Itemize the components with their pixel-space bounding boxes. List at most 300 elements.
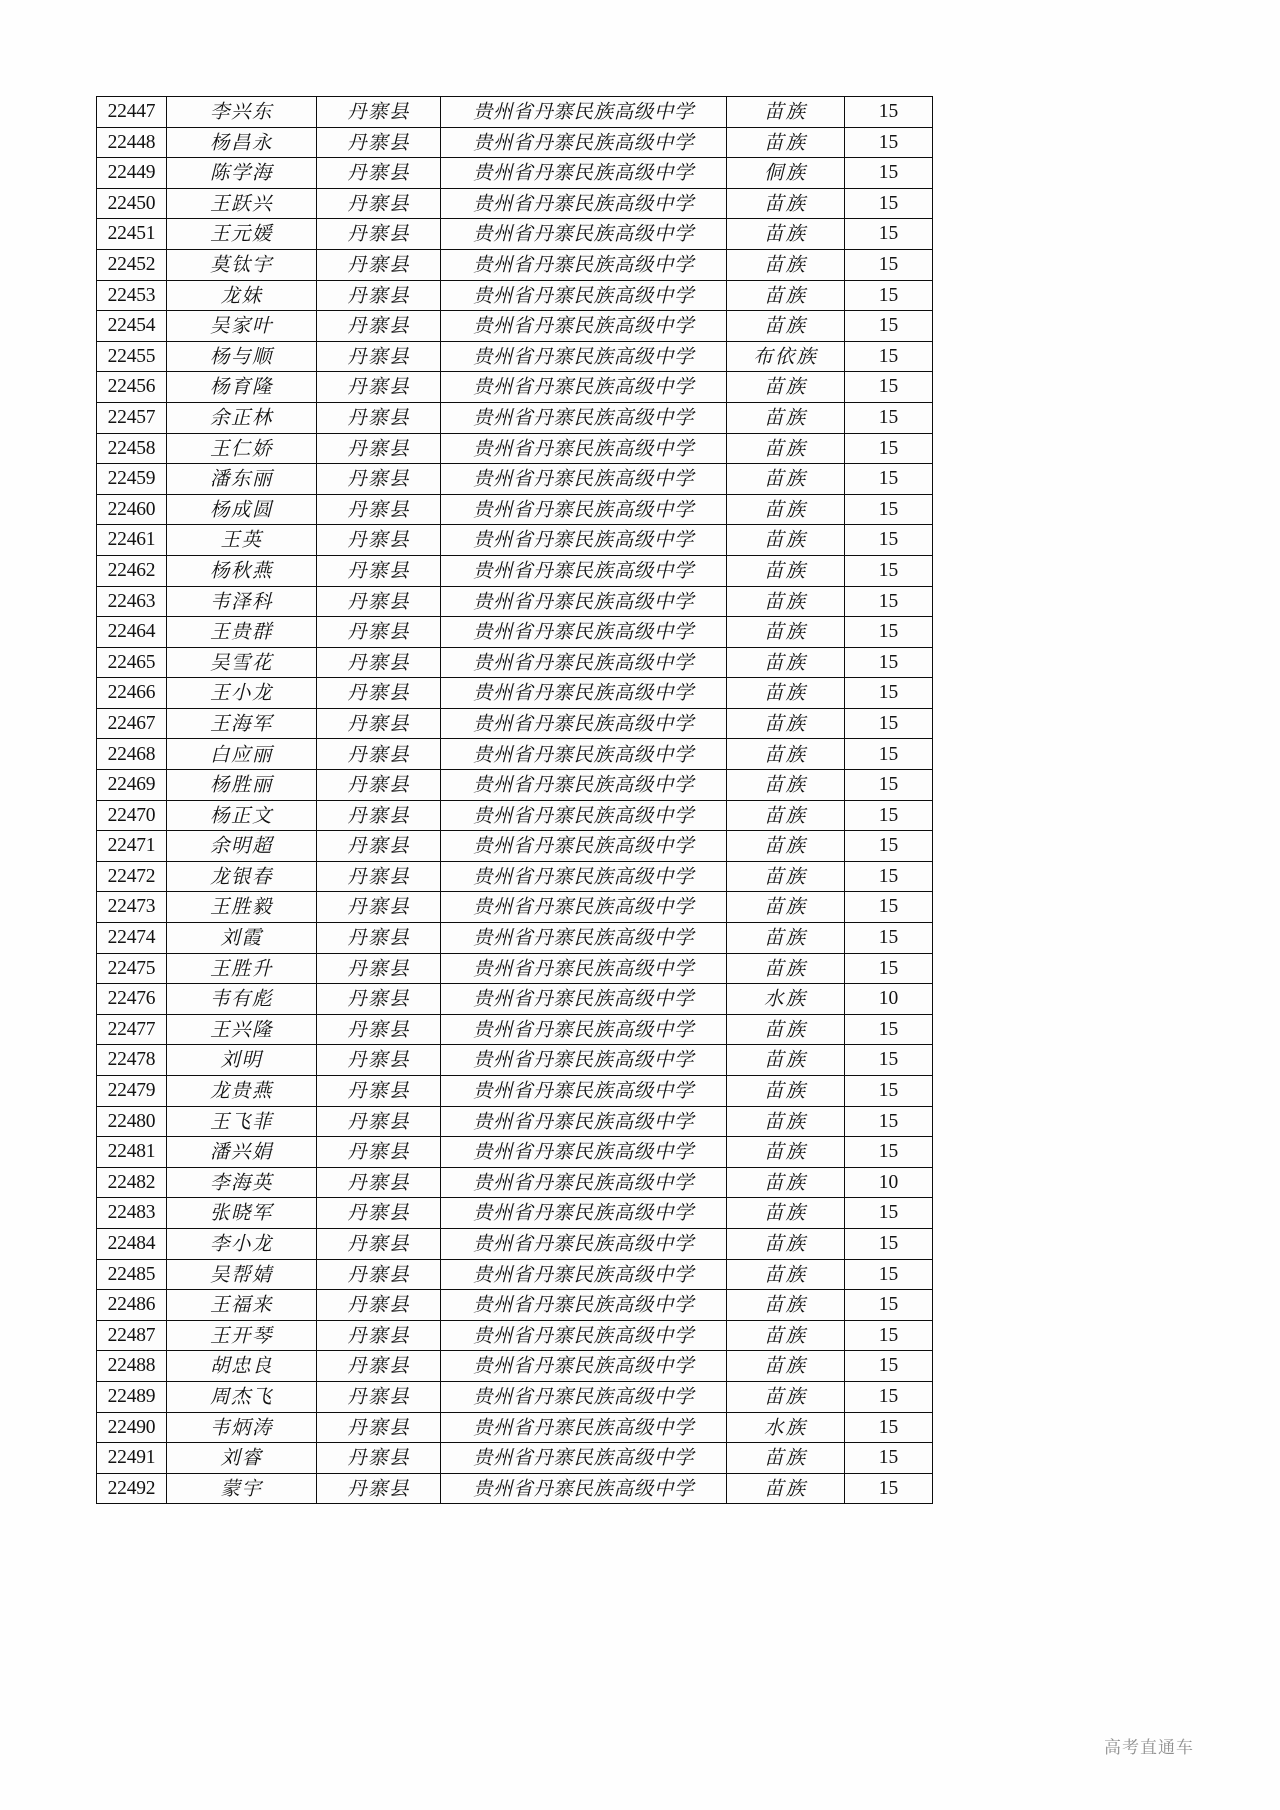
- score-cell: 15: [845, 402, 933, 433]
- score-cell: 15: [845, 280, 933, 311]
- score-cell: 15: [845, 770, 933, 801]
- school-cell: 贵州省丹寨民族高级中学: [441, 158, 727, 189]
- table-row: [97, 861, 933, 892]
- candidate-id-cell: 22479: [97, 1076, 167, 1107]
- ethnicity-cell: 苗族: [727, 770, 845, 801]
- candidate-name-cell: 王福来: [167, 1290, 317, 1321]
- school-cell: 贵州省丹寨民族高级中学: [441, 1351, 727, 1382]
- score-cell: 15: [845, 678, 933, 709]
- table-row: [97, 617, 933, 648]
- ethnicity-cell: 苗族: [727, 739, 845, 770]
- table-row: [97, 1443, 933, 1474]
- score-cell: 15: [845, 800, 933, 831]
- ethnicity-cell: 苗族: [727, 1473, 845, 1504]
- table-row: [97, 1014, 933, 1045]
- ethnicity-cell: 水族: [727, 1412, 845, 1443]
- candidate-id-cell: 22492: [97, 1473, 167, 1504]
- county-cell: 丹寨县: [317, 525, 441, 556]
- score-cell: 15: [845, 1106, 933, 1137]
- table-row: [97, 1045, 933, 1076]
- county-cell: 丹寨县: [317, 708, 441, 739]
- candidate-name-cell: 杨秋燕: [167, 555, 317, 586]
- county-cell: 丹寨县: [317, 219, 441, 250]
- candidate-id-cell: 22485: [97, 1259, 167, 1290]
- county-cell: 丹寨县: [317, 372, 441, 403]
- ethnicity-cell: 苗族: [727, 1167, 845, 1198]
- table-row: [97, 953, 933, 984]
- school-cell: 贵州省丹寨民族高级中学: [441, 1473, 727, 1504]
- school-cell: 贵州省丹寨民族高级中学: [441, 953, 727, 984]
- watermark-label: 高考直通车: [1104, 1738, 1194, 1758]
- table-row: [97, 984, 933, 1015]
- score-cell: 15: [845, 708, 933, 739]
- score-cell: 15: [845, 372, 933, 403]
- table-row: [97, 280, 933, 311]
- county-cell: 丹寨县: [317, 1137, 441, 1168]
- candidate-id-cell: 22463: [97, 586, 167, 617]
- score-cell: 15: [845, 1076, 933, 1107]
- table-row: [97, 1320, 933, 1351]
- candidate-name-cell: 潘兴娟: [167, 1137, 317, 1168]
- score-cell: 10: [845, 1167, 933, 1198]
- table-row: [97, 1381, 933, 1412]
- ethnicity-cell: 苗族: [727, 647, 845, 678]
- candidate-id-cell: 22447: [97, 97, 167, 128]
- county-cell: 丹寨县: [317, 158, 441, 189]
- table-row: [97, 708, 933, 739]
- county-cell: 丹寨县: [317, 1045, 441, 1076]
- county-cell: 丹寨县: [317, 678, 441, 709]
- school-cell: 贵州省丹寨民族高级中学: [441, 800, 727, 831]
- county-cell: 丹寨县: [317, 188, 441, 219]
- candidate-id-cell: 22473: [97, 892, 167, 923]
- school-cell: 贵州省丹寨民族高级中学: [441, 280, 727, 311]
- candidate-id-cell: 22462: [97, 555, 167, 586]
- candidate-name-cell: 余正林: [167, 402, 317, 433]
- table-row: [97, 97, 933, 128]
- table-row: [97, 923, 933, 954]
- table-row: [97, 1198, 933, 1229]
- candidate-id-cell: 22460: [97, 494, 167, 525]
- county-cell: 丹寨县: [317, 1412, 441, 1443]
- table-row: [97, 739, 933, 770]
- ethnicity-cell: 苗族: [727, 1137, 845, 1168]
- candidate-name-cell: 李小龙: [167, 1228, 317, 1259]
- table-row: [97, 1167, 933, 1198]
- candidate-name-cell: 李海英: [167, 1167, 317, 1198]
- score-cell: 15: [845, 831, 933, 862]
- candidate-id-cell: 22461: [97, 525, 167, 556]
- score-cell: 10: [845, 984, 933, 1015]
- candidate-name-cell: 王胜升: [167, 953, 317, 984]
- school-cell: 贵州省丹寨民族高级中学: [441, 219, 727, 250]
- candidate-name-cell: 白应丽: [167, 739, 317, 770]
- school-cell: 贵州省丹寨民族高级中学: [441, 1106, 727, 1137]
- candidate-id-cell: 22482: [97, 1167, 167, 1198]
- score-cell: 15: [845, 433, 933, 464]
- candidate-id-cell: 22491: [97, 1443, 167, 1474]
- table-row: [97, 1259, 933, 1290]
- table-row: [97, 464, 933, 495]
- county-cell: 丹寨县: [317, 617, 441, 648]
- school-cell: 贵州省丹寨民族高级中学: [441, 525, 727, 556]
- school-cell: 贵州省丹寨民族高级中学: [441, 1290, 727, 1321]
- candidate-name-cell: 刘睿: [167, 1443, 317, 1474]
- school-cell: 贵州省丹寨民族高级中学: [441, 739, 727, 770]
- ethnicity-cell: 苗族: [727, 188, 845, 219]
- county-cell: 丹寨县: [317, 1290, 441, 1321]
- school-cell: 贵州省丹寨民族高级中学: [441, 1137, 727, 1168]
- candidate-name-cell: 龙银春: [167, 861, 317, 892]
- county-cell: 丹寨县: [317, 892, 441, 923]
- county-cell: 丹寨县: [317, 402, 441, 433]
- candidate-name-cell: 王元媛: [167, 219, 317, 250]
- ethnicity-cell: 苗族: [727, 831, 845, 862]
- candidate-id-cell: 22456: [97, 372, 167, 403]
- candidate-id-cell: 22472: [97, 861, 167, 892]
- county-cell: 丹寨县: [317, 586, 441, 617]
- ethnicity-cell: 苗族: [727, 1259, 845, 1290]
- candidate-name-cell: 吴雪花: [167, 647, 317, 678]
- school-cell: 贵州省丹寨民族高级中学: [441, 586, 727, 617]
- table-row: [97, 158, 933, 189]
- table-row: [97, 341, 933, 372]
- candidate-id-cell: 22452: [97, 249, 167, 280]
- candidate-name-cell: 王海军: [167, 708, 317, 739]
- school-cell: 贵州省丹寨民族高级中学: [441, 1320, 727, 1351]
- school-cell: 贵州省丹寨民族高级中学: [441, 892, 727, 923]
- candidate-id-cell: 22470: [97, 800, 167, 831]
- candidate-name-cell: 王英: [167, 525, 317, 556]
- candidate-id-cell: 22464: [97, 617, 167, 648]
- candidate-name-cell: 潘东丽: [167, 464, 317, 495]
- candidate-name-cell: 杨育隆: [167, 372, 317, 403]
- candidate-id-cell: 22455: [97, 341, 167, 372]
- table-row: [97, 219, 933, 250]
- ethnicity-cell: 苗族: [727, 525, 845, 556]
- score-cell: 15: [845, 739, 933, 770]
- candidate-name-cell: 王小龙: [167, 678, 317, 709]
- candidate-name-cell: 龙贵燕: [167, 1076, 317, 1107]
- score-cell: 15: [845, 923, 933, 954]
- ethnicity-cell: 苗族: [727, 1228, 845, 1259]
- candidate-name-cell: 韦炳涛: [167, 1412, 317, 1443]
- table-row: [97, 525, 933, 556]
- candidate-id-cell: 22475: [97, 953, 167, 984]
- candidate-name-cell: 王跃兴: [167, 188, 317, 219]
- table-row: [97, 188, 933, 219]
- school-cell: 贵州省丹寨民族高级中学: [441, 249, 727, 280]
- score-cell: 15: [845, 1351, 933, 1382]
- county-cell: 丹寨县: [317, 1228, 441, 1259]
- table-row: [97, 402, 933, 433]
- candidate-id-cell: 22465: [97, 647, 167, 678]
- county-cell: 丹寨县: [317, 1351, 441, 1382]
- ethnicity-cell: 苗族: [727, 555, 845, 586]
- ethnicity-cell: 布依族: [727, 341, 845, 372]
- ethnicity-cell: 苗族: [727, 1198, 845, 1229]
- school-cell: 贵州省丹寨民族高级中学: [441, 372, 727, 403]
- ethnicity-cell: 苗族: [727, 1045, 845, 1076]
- candidate-id-cell: 22481: [97, 1137, 167, 1168]
- ethnicity-cell: 苗族: [727, 402, 845, 433]
- ethnicity-cell: 苗族: [727, 1351, 845, 1382]
- score-cell: 15: [845, 1320, 933, 1351]
- candidate-id-cell: 22480: [97, 1106, 167, 1137]
- school-cell: 贵州省丹寨民族高级中学: [441, 1228, 727, 1259]
- county-cell: 丹寨县: [317, 953, 441, 984]
- ethnicity-cell: 苗族: [727, 372, 845, 403]
- table-row: [97, 555, 933, 586]
- ethnicity-cell: 苗族: [727, 1106, 845, 1137]
- ethnicity-cell: 苗族: [727, 1290, 845, 1321]
- candidate-name-cell: 吴帮婧: [167, 1259, 317, 1290]
- score-cell: 15: [845, 1381, 933, 1412]
- county-cell: 丹寨县: [317, 1320, 441, 1351]
- candidate-name-cell: 余明超: [167, 831, 317, 862]
- table-row: [97, 1228, 933, 1259]
- table-row: [97, 372, 933, 403]
- candidate-id-cell: 22490: [97, 1412, 167, 1443]
- candidate-id-cell: 22484: [97, 1228, 167, 1259]
- ethnicity-cell: 水族: [727, 984, 845, 1015]
- school-cell: 贵州省丹寨民族高级中学: [441, 1259, 727, 1290]
- candidate-id-cell: 22469: [97, 770, 167, 801]
- county-cell: 丹寨县: [317, 1014, 441, 1045]
- score-cell: 15: [845, 1014, 933, 1045]
- school-cell: 贵州省丹寨民族高级中学: [441, 188, 727, 219]
- candidate-name-cell: 陈学海: [167, 158, 317, 189]
- candidate-id-cell: 22468: [97, 739, 167, 770]
- candidate-name-cell: 杨胜丽: [167, 770, 317, 801]
- score-cell: 15: [845, 953, 933, 984]
- candidate-name-cell: 王开琴: [167, 1320, 317, 1351]
- candidate-id-cell: 22471: [97, 831, 167, 862]
- table-row: [97, 892, 933, 923]
- school-cell: 贵州省丹寨民族高级中学: [441, 923, 727, 954]
- candidate-id-cell: 22466: [97, 678, 167, 709]
- county-cell: 丹寨县: [317, 280, 441, 311]
- candidate-id-cell: 22459: [97, 464, 167, 495]
- candidate-name-cell: 周杰飞: [167, 1381, 317, 1412]
- school-cell: 贵州省丹寨民族高级中学: [441, 127, 727, 158]
- ethnicity-cell: 苗族: [727, 1381, 845, 1412]
- score-cell: 15: [845, 219, 933, 250]
- ethnicity-cell: 苗族: [727, 249, 845, 280]
- ethnicity-cell: 苗族: [727, 678, 845, 709]
- school-cell: 贵州省丹寨民族高级中学: [441, 1412, 727, 1443]
- ethnicity-cell: 苗族: [727, 433, 845, 464]
- score-cell: 15: [845, 1412, 933, 1443]
- county-cell: 丹寨县: [317, 433, 441, 464]
- county-cell: 丹寨县: [317, 1198, 441, 1229]
- county-cell: 丹寨县: [317, 1443, 441, 1474]
- county-cell: 丹寨县: [317, 1076, 441, 1107]
- school-cell: 贵州省丹寨民族高级中学: [441, 1198, 727, 1229]
- candidate-id-cell: 22448: [97, 127, 167, 158]
- candidate-name-cell: 杨昌永: [167, 127, 317, 158]
- table-row: [97, 494, 933, 525]
- candidate-name-cell: 李兴东: [167, 97, 317, 128]
- school-cell: 贵州省丹寨民族高级中学: [441, 647, 727, 678]
- score-cell: 15: [845, 341, 933, 372]
- candidate-id-cell: 22467: [97, 708, 167, 739]
- county-cell: 丹寨县: [317, 1106, 441, 1137]
- score-cell: 15: [845, 158, 933, 189]
- score-cell: 15: [845, 249, 933, 280]
- score-cell: 15: [845, 1290, 933, 1321]
- candidate-id-cell: 22457: [97, 402, 167, 433]
- ethnicity-cell: 苗族: [727, 861, 845, 892]
- county-cell: 丹寨县: [317, 555, 441, 586]
- score-cell: 15: [845, 647, 933, 678]
- table-row: [97, 678, 933, 709]
- candidate-name-cell: 蒙宇: [167, 1473, 317, 1504]
- ethnicity-cell: 苗族: [727, 127, 845, 158]
- candidate-id-cell: 22453: [97, 280, 167, 311]
- school-cell: 贵州省丹寨民族高级中学: [441, 1076, 727, 1107]
- candidate-name-cell: 王胜毅: [167, 892, 317, 923]
- ethnicity-cell: 苗族: [727, 97, 845, 128]
- candidate-id-cell: 22476: [97, 984, 167, 1015]
- ethnicity-cell: 苗族: [727, 1320, 845, 1351]
- school-cell: 贵州省丹寨民族高级中学: [441, 617, 727, 648]
- school-cell: 贵州省丹寨民族高级中学: [441, 1381, 727, 1412]
- score-cell: 15: [845, 1228, 933, 1259]
- ethnicity-cell: 苗族: [727, 494, 845, 525]
- ethnicity-cell: 苗族: [727, 1076, 845, 1107]
- table-row: [97, 770, 933, 801]
- school-cell: 贵州省丹寨民族高级中学: [441, 311, 727, 342]
- school-cell: 贵州省丹寨民族高级中学: [441, 831, 727, 862]
- school-cell: 贵州省丹寨民族高级中学: [441, 97, 727, 128]
- ethnicity-cell: 苗族: [727, 464, 845, 495]
- score-cell: 15: [845, 1473, 933, 1504]
- county-cell: 丹寨县: [317, 494, 441, 525]
- candidate-name-cell: 莫钛宇: [167, 249, 317, 280]
- candidate-name-cell: 胡忠良: [167, 1351, 317, 1382]
- school-cell: 贵州省丹寨民族高级中学: [441, 464, 727, 495]
- candidate-id-cell: 22477: [97, 1014, 167, 1045]
- candidate-id-cell: 22483: [97, 1198, 167, 1229]
- score-cell: 15: [845, 464, 933, 495]
- candidate-id-cell: 22474: [97, 923, 167, 954]
- table-row: [97, 433, 933, 464]
- ethnicity-cell: 苗族: [727, 708, 845, 739]
- candidate-id-cell: 22489: [97, 1381, 167, 1412]
- county-cell: 丹寨县: [317, 800, 441, 831]
- county-cell: 丹寨县: [317, 1167, 441, 1198]
- county-cell: 丹寨县: [317, 831, 441, 862]
- candidate-name-cell: 王仁娇: [167, 433, 317, 464]
- school-cell: 贵州省丹寨民族高级中学: [441, 1167, 727, 1198]
- county-cell: 丹寨县: [317, 311, 441, 342]
- candidate-name-cell: 张晓军: [167, 1198, 317, 1229]
- score-cell: 15: [845, 1045, 933, 1076]
- roster-table-container: [96, 96, 932, 1504]
- county-cell: 丹寨县: [317, 97, 441, 128]
- candidate-id-cell: 22458: [97, 433, 167, 464]
- candidate-name-cell: 刘明: [167, 1045, 317, 1076]
- candidate-id-cell: 22451: [97, 219, 167, 250]
- candidate-name-cell: 杨与顺: [167, 341, 317, 372]
- candidate-name-cell: 韦泽科: [167, 586, 317, 617]
- school-cell: 贵州省丹寨民族高级中学: [441, 555, 727, 586]
- candidate-name-cell: 韦有彪: [167, 984, 317, 1015]
- table-row: [97, 311, 933, 342]
- county-cell: 丹寨县: [317, 1473, 441, 1504]
- county-cell: 丹寨县: [317, 739, 441, 770]
- county-cell: 丹寨县: [317, 249, 441, 280]
- table-row: [97, 800, 933, 831]
- county-cell: 丹寨县: [317, 770, 441, 801]
- candidate-id-cell: 22488: [97, 1351, 167, 1382]
- score-cell: 15: [845, 494, 933, 525]
- candidate-name-cell: 王飞菲: [167, 1106, 317, 1137]
- county-cell: 丹寨县: [317, 923, 441, 954]
- table-row: [97, 1290, 933, 1321]
- score-cell: 15: [845, 525, 933, 556]
- ethnicity-cell: 苗族: [727, 1014, 845, 1045]
- candidate-name-cell: 王贵群: [167, 617, 317, 648]
- school-cell: 贵州省丹寨民族高级中学: [441, 984, 727, 1015]
- ethnicity-cell: 苗族: [727, 311, 845, 342]
- table-row: [97, 1473, 933, 1504]
- ethnicity-cell: 苗族: [727, 1443, 845, 1474]
- ethnicity-cell: 苗族: [727, 953, 845, 984]
- table-row: [97, 647, 933, 678]
- county-cell: 丹寨县: [317, 984, 441, 1015]
- ethnicity-cell: 苗族: [727, 923, 845, 954]
- school-cell: 贵州省丹寨民族高级中学: [441, 1045, 727, 1076]
- score-cell: 15: [845, 1198, 933, 1229]
- school-cell: 贵州省丹寨民族高级中学: [441, 341, 727, 372]
- candidate-name-cell: 龙妹: [167, 280, 317, 311]
- ethnicity-cell: 苗族: [727, 892, 845, 923]
- ethnicity-cell: 苗族: [727, 219, 845, 250]
- score-cell: 15: [845, 617, 933, 648]
- table-row: [97, 1137, 933, 1168]
- candidate-id-cell: 22450: [97, 188, 167, 219]
- ethnicity-cell: 苗族: [727, 617, 845, 648]
- table-row: [97, 586, 933, 617]
- score-cell: 15: [845, 97, 933, 128]
- roster-table: [96, 96, 933, 1504]
- score-cell: 15: [845, 555, 933, 586]
- table-row: [97, 1412, 933, 1443]
- candidate-id-cell: 22478: [97, 1045, 167, 1076]
- school-cell: 贵州省丹寨民族高级中学: [441, 770, 727, 801]
- county-cell: 丹寨县: [317, 861, 441, 892]
- candidate-id-cell: 22454: [97, 311, 167, 342]
- county-cell: 丹寨县: [317, 647, 441, 678]
- ethnicity-cell: 苗族: [727, 586, 845, 617]
- roster-table-body: [97, 97, 933, 1504]
- school-cell: 贵州省丹寨民族高级中学: [441, 1014, 727, 1045]
- candidate-name-cell: 吴家叶: [167, 311, 317, 342]
- county-cell: 丹寨县: [317, 1259, 441, 1290]
- candidate-name-cell: 刘霞: [167, 923, 317, 954]
- ethnicity-cell: 苗族: [727, 800, 845, 831]
- ethnicity-cell: 侗族: [727, 158, 845, 189]
- score-cell: 15: [845, 892, 933, 923]
- candidate-id-cell: 22486: [97, 1290, 167, 1321]
- candidate-id-cell: 22487: [97, 1320, 167, 1351]
- school-cell: 贵州省丹寨民族高级中学: [441, 433, 727, 464]
- ethnicity-cell: 苗族: [727, 280, 845, 311]
- score-cell: 15: [845, 1137, 933, 1168]
- school-cell: 贵州省丹寨民族高级中学: [441, 1443, 727, 1474]
